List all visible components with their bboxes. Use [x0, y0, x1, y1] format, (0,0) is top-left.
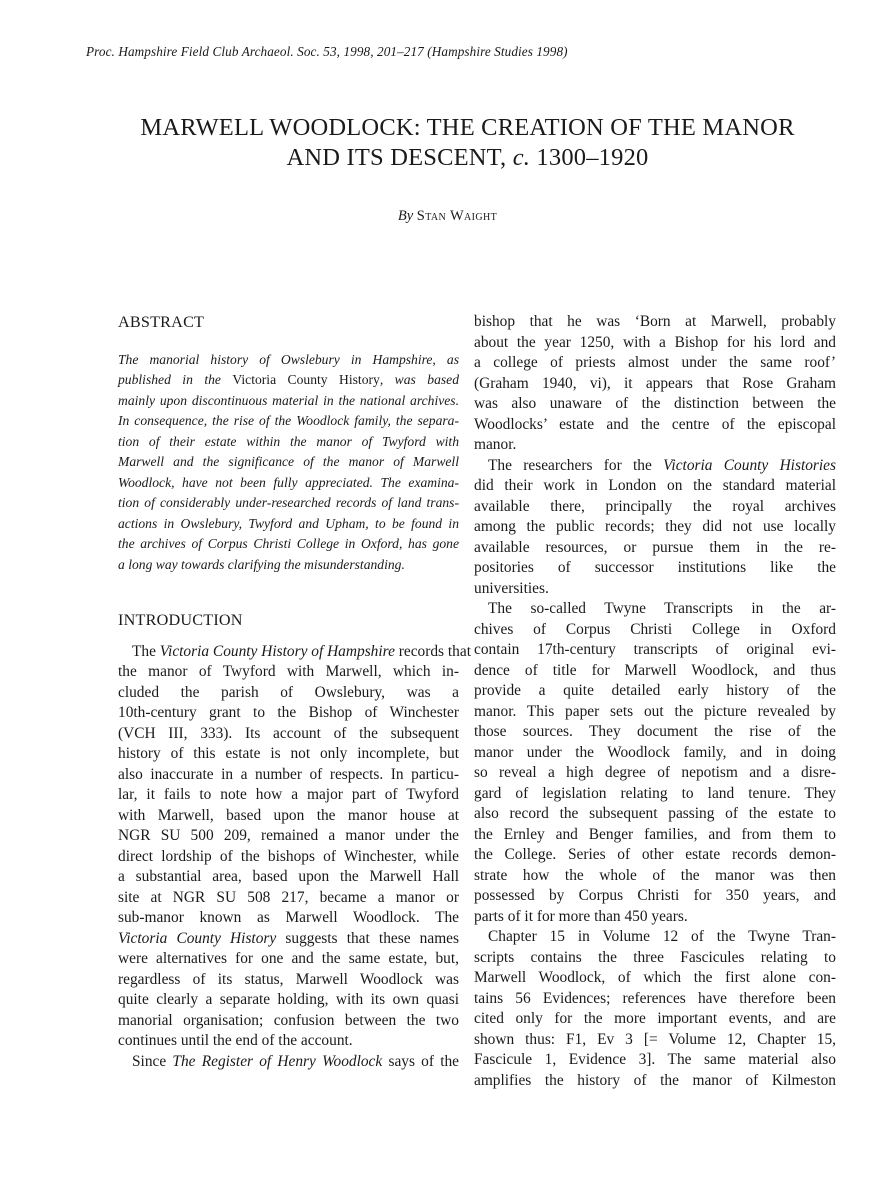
text-line — [118, 534, 459, 555]
text-line — [118, 765, 459, 786]
text-segment: the College. Series of other estate records demon- — [474, 846, 836, 863]
text-segment: says of the — [382, 1052, 460, 1070]
text-line — [118, 432, 459, 453]
text-segment: Since — [132, 1052, 173, 1070]
text-line — [118, 826, 459, 847]
introduction-heading: INTRODUCTION — [118, 611, 243, 629]
text-line — [118, 555, 459, 576]
text-segment: available there, principally the royal archives — [474, 497, 836, 515]
byline — [0, 208, 895, 225]
text-segment: cluded the parish of Owslebury, was a — [118, 683, 459, 701]
text-line — [474, 538, 836, 559]
text-line — [118, 411, 459, 432]
text-line — [474, 661, 836, 682]
text-segment: regardless of its status, Marwell Woodlock was — [118, 970, 459, 988]
text-line — [474, 1050, 836, 1071]
text-segment: chives of Corpus Christi College in Oxford — [474, 620, 836, 638]
text-segment: lar, it fails to note how a major part of Twyford — [118, 786, 459, 803]
text-segment: a college of priests almost under the same roof’ — [474, 354, 836, 371]
text-segment: (VCH III, 333). Its account of the subsequent — [118, 724, 459, 742]
text-segment: the Ernley and Benger families, and from them to — [474, 825, 836, 843]
text-segment: was also unaware of the distinction between the — [474, 395, 836, 412]
text-line — [474, 456, 836, 477]
title-dates: 1300–1920 — [530, 144, 649, 171]
text-line — [474, 374, 836, 395]
text-line — [118, 724, 459, 745]
text-line — [474, 1009, 836, 1030]
text-line — [474, 476, 836, 497]
text-segment: manorial organisation; confusion between the two — [118, 1011, 459, 1029]
text-line — [474, 886, 836, 907]
text-segment: NGR SU 500 209, remained a manor under the — [118, 827, 459, 844]
abstract-heading: ABSTRACT — [118, 313, 205, 331]
journal-citation: Proc. Hampshire Field Club Archaeol. Soc. 53, 1998, 201–217 (Hampshire Studies 1998) — [86, 44, 568, 59]
text-segment: mainly upon discontinuous material in the national archives. — [118, 392, 459, 408]
text-line — [118, 370, 459, 391]
text-segment: the archives of Corpus Christi College in Oxford, has gone — [118, 536, 459, 551]
text-line — [474, 579, 836, 600]
text-segment: so reveal a high degree of nepotism and a disre- — [474, 764, 836, 781]
text-segment: Marwell and the significance of the manor of Marwell — [118, 454, 459, 469]
text-segment: suggests that these names — [276, 929, 460, 947]
text-line — [118, 350, 459, 371]
text-line — [474, 435, 836, 456]
text-line — [474, 517, 836, 538]
text-segment: contain 17th-century transcripts of original evi- — [474, 641, 836, 658]
emphasis-text: Victoria County History — [232, 372, 380, 387]
text-segment: those sources. They document the rise of the — [474, 723, 836, 740]
text-line — [118, 847, 459, 868]
text-segment: a substantial area, based upon the Marwell Hall — [118, 868, 459, 885]
text-line — [118, 888, 459, 909]
text-segment: bishop that he was ‘Born at Marwell, probably — [474, 313, 836, 330]
text-segment: continues until the end of the account. — [118, 1032, 353, 1049]
text-segment: tains 56 Evidences; references have therefore been — [474, 989, 836, 1007]
text-line — [474, 804, 836, 825]
text-line — [474, 743, 836, 764]
title-line-2-text: AND ITS DESCENT, — [286, 144, 513, 171]
text-line — [474, 968, 836, 989]
text-segment: tion of their estate within the manor of Twyford with — [118, 433, 459, 449]
text-line — [118, 1031, 459, 1052]
text-line — [118, 1052, 459, 1073]
text-segment: shown thus: F1, Ev 3 [= Volume 12, Chapter 15, — [474, 1030, 836, 1048]
text-segment: universities. — [474, 579, 549, 597]
text-line — [474, 825, 836, 846]
introduction-paragraph-1 — [118, 642, 471, 1052]
text-segment: possessed by Corpus Christi for 350 years, and — [474, 887, 836, 904]
text-line — [118, 662, 459, 683]
text-line — [474, 1071, 836, 1092]
text-line — [474, 558, 836, 579]
text-line — [474, 866, 836, 887]
text-segment: also record the subsequent passing of the estate to — [474, 805, 836, 822]
text-line — [474, 599, 836, 620]
text-segment: also inaccurate in a number of respects. In particu- — [118, 765, 459, 783]
text-segment: manor. — [474, 436, 517, 453]
article-title — [60, 113, 875, 173]
text-line — [474, 948, 836, 969]
text-segment: Woodlock, have not been fully appreciated. The examina- — [118, 474, 459, 490]
text-segment: The researchers for the — [488, 456, 664, 474]
text-segment: amplifies the history of the manor of Kilmeston — [474, 1071, 836, 1089]
text-segment: The — [132, 642, 160, 660]
introduction-paragraph-2 — [118, 1052, 459, 1073]
text-line — [118, 452, 459, 473]
text-segment: strate how the whole of the manor was then — [474, 866, 836, 884]
text-segment: did their work in London on the standard material — [474, 477, 836, 494]
text-line — [118, 785, 459, 806]
left-column — [118, 312, 471, 1072]
text-segment: direct lordship of the bishops of Winchester, while — [118, 847, 459, 865]
text-segment: gard of legislation relating to land tenure. They — [474, 784, 836, 802]
text-line — [474, 907, 836, 928]
text-segment: with Marwell, based upon the manor house at — [118, 806, 459, 824]
text-line — [474, 927, 836, 948]
text-line — [474, 763, 836, 784]
text-line — [474, 845, 836, 866]
text-line — [118, 970, 459, 991]
text-segment: cited only for the more important events, and are — [474, 1010, 836, 1027]
text-segment: manor under the Woodlock family, and in doing — [474, 743, 836, 761]
right-column — [474, 312, 836, 1091]
text-segment: available resources, or pursue them in the re- — [474, 538, 836, 556]
text-line — [474, 415, 836, 436]
text-segment: provide a quite detailed early history of the — [474, 682, 836, 699]
text-line — [474, 784, 836, 805]
title-circa: c. — [512, 144, 531, 171]
text-segment: a long way towards clarifying the misunderstanding. — [118, 556, 405, 572]
right-paragraph-4 — [474, 927, 836, 1091]
text-segment: records that — [394, 642, 471, 660]
text-segment: scripts contains the three Fascicules relating to — [474, 948, 836, 966]
text-line — [474, 620, 836, 641]
text-segment: Fascicule 1, Evidence 3]. The same material also — [474, 1051, 836, 1068]
text-line — [118, 806, 459, 827]
text-line — [118, 473, 459, 494]
text-line — [474, 989, 836, 1010]
text-line — [474, 353, 836, 374]
text-segment: , was based — [379, 372, 459, 387]
text-segment: the manor of Twyford with Marwell, which in- — [118, 663, 459, 680]
text-segment: tion of considerably under-researched records of land trans- — [118, 495, 459, 510]
right-paragraph-1 — [474, 312, 836, 456]
right-paragraph-2 — [474, 456, 836, 600]
text-line — [118, 908, 459, 929]
text-line — [474, 312, 836, 333]
byline-author: Stan Waight — [416, 208, 498, 224]
text-line — [118, 493, 459, 514]
title-line-1: MARWELL WOODLOCK: THE CREATION OF THE MANOR — [140, 114, 795, 141]
byline-by: By — [397, 208, 414, 224]
emphasis-text: Victoria County History of Hampshire — [159, 642, 395, 660]
text-segment: The manorial history of Owslebury in Hampshire, as — [118, 351, 459, 367]
text-segment: Chapter 15 in Volume 12 of the Twyne Tran- — [488, 928, 836, 945]
text-segment: 10th-century grant to the Bishop of Winchester — [118, 704, 459, 721]
text-line — [474, 1030, 836, 1051]
text-segment: Woodlocks’ estate and the centre of the episcopal — [474, 415, 836, 433]
text-segment: sub-manor known as Marwell Woodlock. The — [118, 909, 459, 926]
text-segment: among the public records; they did not use locally — [474, 518, 836, 535]
text-segment: quite clearly a separate holding, with its own quasi — [118, 991, 459, 1008]
text-line — [118, 514, 459, 535]
text-segment: actions in Owslebury, Twyford and Upham, to be found in — [118, 515, 459, 531]
text-line — [474, 394, 836, 415]
text-line — [118, 703, 459, 724]
text-line — [474, 640, 836, 661]
abstract-body — [118, 350, 459, 576]
text-line — [118, 867, 459, 888]
text-line — [118, 929, 459, 950]
text-line — [474, 497, 836, 518]
text-line — [474, 333, 836, 354]
emphasis-text: Victoria County History — [118, 929, 277, 947]
text-line — [118, 949, 459, 970]
text-segment: history of this estate is not only incomplete, but — [118, 745, 459, 762]
text-segment: manor. This paper sets out the picture revealed by — [474, 702, 836, 720]
text-line — [474, 722, 836, 743]
text-line — [118, 683, 459, 704]
right-paragraph-3 — [474, 599, 836, 927]
text-line — [118, 391, 459, 412]
text-segment: were alternatives for one and the same estate, but, — [118, 950, 459, 967]
emphasis-text: The Register of Henry Woodlock — [172, 1052, 383, 1070]
title-line-2 — [60, 143, 875, 173]
text-segment: In consequence, the rise of the Woodlock family, the separa- — [118, 413, 459, 428]
text-segment: Marwell Woodlock, of which the first alone con- — [474, 969, 836, 986]
emphasis-text: Victoria County Histories — [663, 456, 837, 474]
text-segment: dence of title for Marwell Woodlock, and thus — [474, 661, 836, 679]
text-segment: published in the — [118, 372, 233, 387]
text-line — [118, 990, 459, 1011]
text-segment: about the year 1250, with a Bishop for his lord and — [474, 333, 836, 351]
text-line — [118, 744, 459, 765]
text-segment: (Graham 1940, vi), it appears that Rose Graham — [474, 374, 836, 392]
text-line — [118, 1011, 459, 1032]
text-segment: The so-called Twyne Transcripts in the ar- — [488, 600, 836, 617]
text-segment: site at NGR SU 508 217, became a manor or — [118, 888, 459, 906]
text-segment: positories of successor institutions like the — [474, 559, 836, 576]
text-segment: parts of it for more than 450 years. — [474, 907, 688, 925]
text-line — [474, 702, 836, 723]
text-line — [118, 642, 471, 663]
text-line — [474, 681, 836, 702]
